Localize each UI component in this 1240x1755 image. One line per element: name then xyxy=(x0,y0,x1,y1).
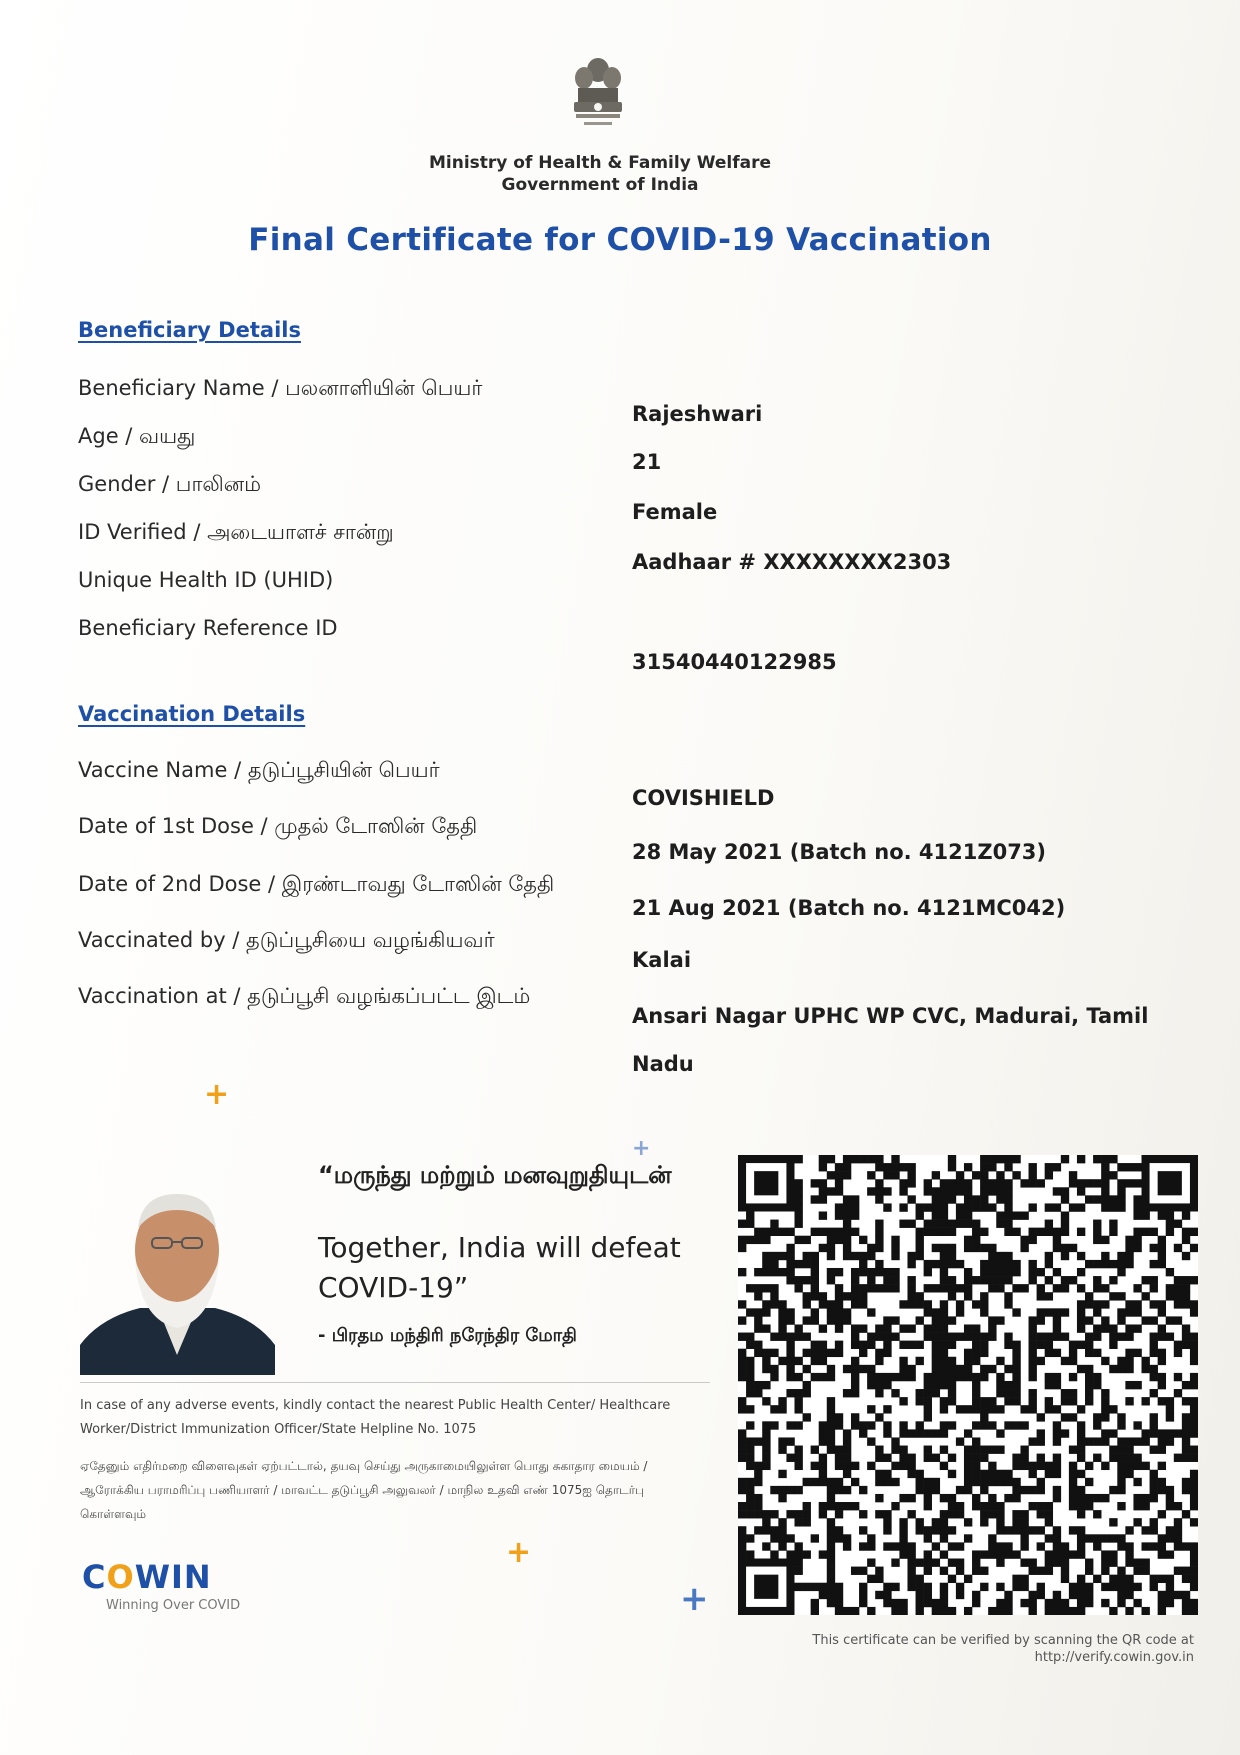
first-dose-value: 28 May 2021 (Batch no. 4121Z073) xyxy=(632,840,1047,864)
vaccination-at-value: Ansari Nagar UPHC WP CVC, Madurai, Tamil xyxy=(632,1004,1149,1028)
first-dose-label: Date of 1st Dose / முதல் டோஸின் தேதி xyxy=(78,814,478,838)
vaccinated-by-value: Kalai xyxy=(632,948,692,972)
vaccinated-by-label: Vaccinated by / தடுப்பூசியை வழங்கியவர் xyxy=(78,928,495,952)
second-dose-value: 21 Aug 2021 (Batch no. 4121MC042) xyxy=(632,896,1066,920)
beneficiary-name-value: Rajeshwari xyxy=(632,402,763,426)
government-name: Government of India xyxy=(501,175,699,195)
adverse-events-note-tamil: ஏதேனும் எதிர்மறை விளைவுகள் ஏற்பட்டால், தயவு செய்து அருகாமையிலுள்ள பொது சுகாதார மையம் / ஆரோக்கிய பராமரிப்பு பணியாளர் / மாவட்ட தடுப்பூசி அலுவலர் / மாநில உதவி எண் 1075ஐ தொடர்பு கொள்ளவும் xyxy=(80,1459,648,1521)
beneficiary-heading: Beneficiary Details xyxy=(78,318,301,342)
vaccine-name-value: COVISHIELD xyxy=(632,786,775,810)
plus-decoration-icon: + xyxy=(204,1077,230,1112)
quote-english: Together, India will defeat COVID-19” xyxy=(318,1231,681,1304)
beneficiary-name-label: Beneficiary Name / பலனாளியின் பெயர் xyxy=(78,376,483,400)
gender-value: Female xyxy=(632,500,718,524)
certificate-title: Final Certificate for COVID-19 Vaccination xyxy=(248,222,992,258)
age-label: Age / வயது xyxy=(78,424,196,448)
age-value: 21 xyxy=(632,450,662,474)
cowin-tagline: Winning Over COVID xyxy=(106,1598,241,1613)
cowin-logo-part: WIN xyxy=(134,1558,212,1596)
vaccination-at-label: Vaccination at / தடுப்பூசி வழங்கப்பட்ட இடம் xyxy=(78,984,531,1008)
divider xyxy=(80,1382,710,1383)
reference-id-label: Beneficiary Reference ID xyxy=(78,616,338,640)
verification-qr-code xyxy=(738,1155,1198,1615)
verify-note: This certificate can be verified by scanning the QR code at http://verify.cowin.gov.in xyxy=(812,1633,1194,1665)
plus-decoration-icon: + xyxy=(632,1136,651,1161)
cowin-logo xyxy=(82,1558,212,1596)
quote-attribution: - பிரதம மந்திரி நரேந்திர மோதி xyxy=(318,1325,577,1346)
ministry-block xyxy=(400,152,800,196)
gender-label: Gender / பாலினம் xyxy=(78,472,262,496)
id-verified-value: Aadhaar # XXXXXXXX2303 xyxy=(632,550,952,574)
quote-tamil: “மருந்து மற்றும் மனவுறுதியுடன் xyxy=(318,1161,672,1189)
uhid-label: Unique Health ID (UHID) xyxy=(78,568,334,592)
state-emblem-icon xyxy=(566,48,630,148)
plus-decoration-icon: + xyxy=(506,1535,532,1570)
adverse-events-note: In case of any adverse events, kindly contact the nearest Public Health Center/ Healthcare Worker/District Immunization Officer/State Helpline No. 1075 xyxy=(80,1398,671,1437)
vaccine-name-label: Vaccine Name / தடுப்பூசியின் பெயர் xyxy=(78,758,440,782)
reference-id-value: 31540440122985 xyxy=(632,650,837,674)
cowin-logo-o: O xyxy=(106,1558,135,1596)
vaccination-at-value-continued: Nadu xyxy=(632,1052,694,1076)
prime-minister-portrait xyxy=(80,1180,275,1375)
plus-decoration-icon: + xyxy=(680,1579,709,1619)
second-dose-label: Date of 2nd Dose / இரண்டாவது டோஸின் தேதி xyxy=(78,872,555,896)
vaccination-heading: Vaccination Details xyxy=(78,702,306,726)
ministry-name: Ministry of Health & Family Welfare xyxy=(429,153,771,173)
id-verified-label: ID Verified / அடையாளச் சான்று xyxy=(78,520,394,544)
cowin-logo-part: C xyxy=(82,1558,107,1596)
